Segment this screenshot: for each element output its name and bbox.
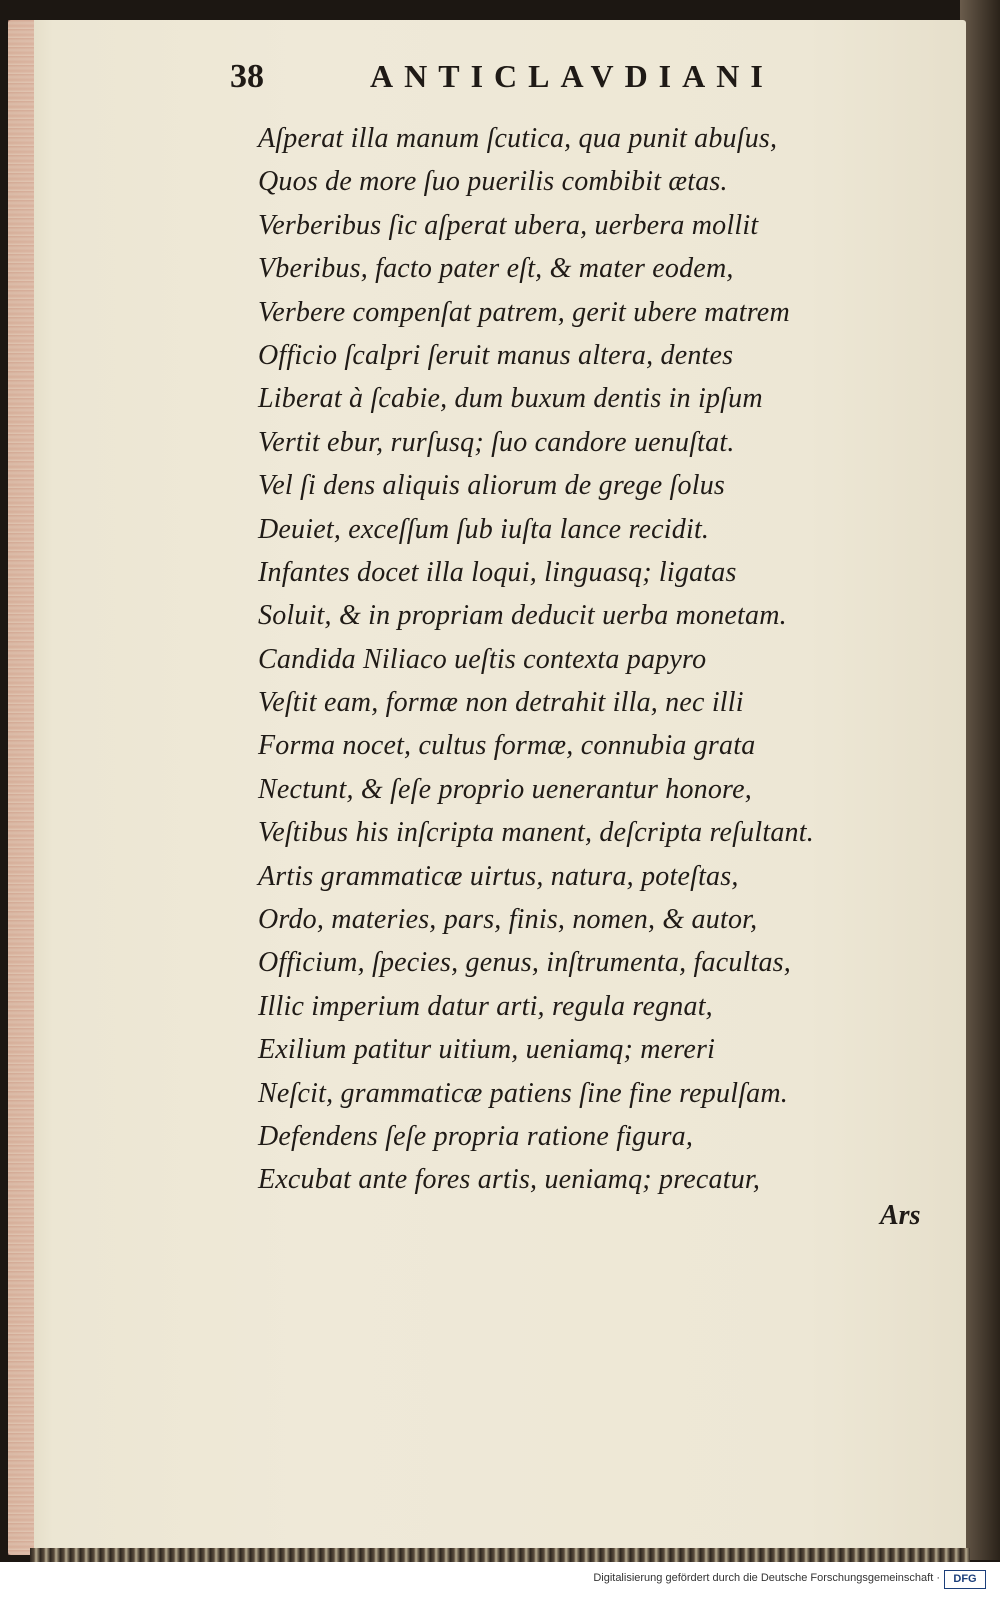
- footer-credit: Digitalisierung gefördert durch die Deutsche Forschungsgemeinschaft ·: [593, 1572, 940, 1584]
- verse-line: Officium, ſpecies, genus, inſtrumenta, facultas,: [258, 947, 791, 979]
- verse-line: Liberat à ſcabie, dum buxum dentis in ipſum: [258, 383, 763, 415]
- page-number: 38: [230, 58, 264, 95]
- dfg-logo: DFG: [944, 1570, 986, 1589]
- verse-line: Veſtit eam, formæ non detrahit illa, nec illi: [258, 687, 744, 719]
- verse-line: Verbere compenſat patrem, gerit ubere matrem: [258, 296, 790, 328]
- verse-line: Neſcit, grammaticæ patiens ſine fine repulſam.: [258, 1077, 788, 1109]
- verse-line: Aſperat illa manum ſcutica, qua punit abuſus,: [258, 123, 778, 154]
- book-edge-right: [960, 0, 1000, 1560]
- verse-line: Excubat ante fores artis, ueniamq; precatur,: [258, 1164, 761, 1196]
- verse-line: Veſtibus his inſcripta manent, deſcripta reſultant.: [258, 817, 814, 849]
- verse-line: Officio ſcalpri ſeruit manus altera, dentes: [258, 339, 734, 371]
- verse-line: Deuiet, exceſſum ſub iuſta lance recidit.: [258, 513, 710, 545]
- verse-line: Forma nocet, cultus formæ, connubia grata: [258, 730, 756, 762]
- verse-line: Quos de more ſuo puerilis combibit ætas.: [258, 166, 728, 198]
- running-title: ANTICLAVDIANI: [370, 58, 774, 94]
- verse-line: Defendens ſeſe propria ratione figura,: [258, 1120, 694, 1152]
- verse-text: [258, 117, 898, 1202]
- verse-line: Vertit ebur, rurſusq; ſuo candore uenuſtat.: [258, 426, 735, 458]
- page-header: [230, 58, 850, 98]
- verse-line: Candida Niliaco ueſtis contexta papyro: [258, 643, 707, 675]
- verse-line: Illic imperium datur arti, regula regnat,: [258, 990, 713, 1022]
- verse-line: Artis grammaticæ uirtus, natura, poteſtas,: [258, 860, 739, 892]
- book-edge-bottom: [30, 1548, 970, 1562]
- verse-line: Nectunt, & ſeſe proprio uenerantur honore,: [258, 773, 752, 805]
- verse-line: Vberibus, facto pater eſt, & mater eodem,: [258, 253, 734, 285]
- page-gutter-edge: [8, 20, 34, 1555]
- verse-line: Verberibus ſic aſperat ubera, uerbera mollit: [258, 209, 759, 241]
- verse-line: Exilium patitur uitium, ueniamq; mereri: [258, 1034, 716, 1066]
- footer-bar: [0, 1562, 1000, 1601]
- verse-line: Ordo, materies, pars, finis, nomen, & autor,: [258, 904, 758, 936]
- verse-line: Soluit, & in propriam deducit uerba monetam.: [258, 600, 787, 632]
- verse-line: Infantes docet illa loqui, linguasq; ligatas: [258, 556, 737, 588]
- verse-line: Vel ſi dens aliquis aliorum de grege ſolus: [258, 470, 725, 502]
- catchword: Ars: [880, 1200, 921, 1231]
